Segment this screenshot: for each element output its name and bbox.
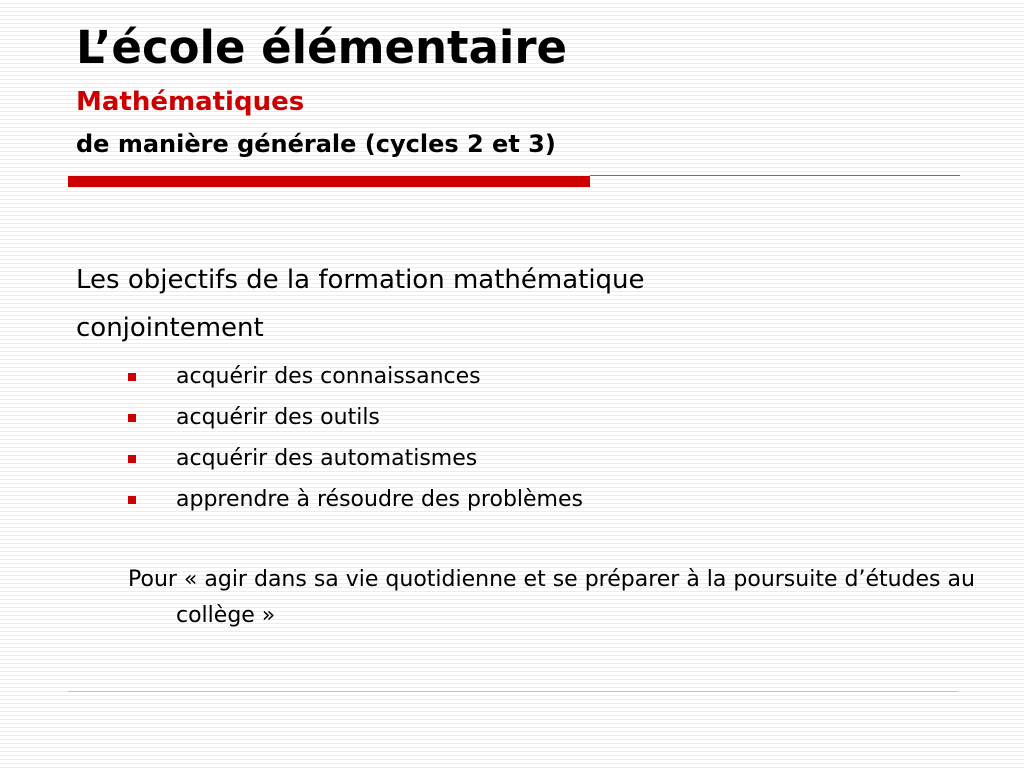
title-underline-thick [68,176,590,187]
lead-paragraph [76,256,645,352]
square-bullet-icon [128,414,136,422]
footer-divider [68,691,958,692]
bullet-item [128,397,583,438]
closing-statement: Pour « agir dans sa vie quotidienne et se préparer à la poursuite d’études au collège » [128,567,975,628]
bullet-list [128,356,583,520]
bullet-text: acquérir des connaissances [176,364,481,389]
bullet-item [128,356,583,397]
slide-subtitle-secondary: de manière générale (cycles 2 et 3) [76,130,556,158]
title-underline-thin [590,175,960,176]
square-bullet-icon [128,373,136,381]
bullet-text: acquérir des outils [176,405,380,430]
bullet-text: apprendre à résoudre des problèmes [176,487,583,512]
square-bullet-icon [128,496,136,504]
bullet-item [128,479,583,520]
lead-line-2: conjointement [76,313,264,343]
bullet-text: acquérir des automatismes [176,446,478,471]
lead-line-1: Les objectifs de la formation mathématique [76,265,645,295]
slide-title: L’école élémentaire [76,21,568,74]
slide-subtitle: Mathématiques [76,87,305,117]
square-bullet-icon [128,455,136,463]
bullet-item [128,438,583,479]
